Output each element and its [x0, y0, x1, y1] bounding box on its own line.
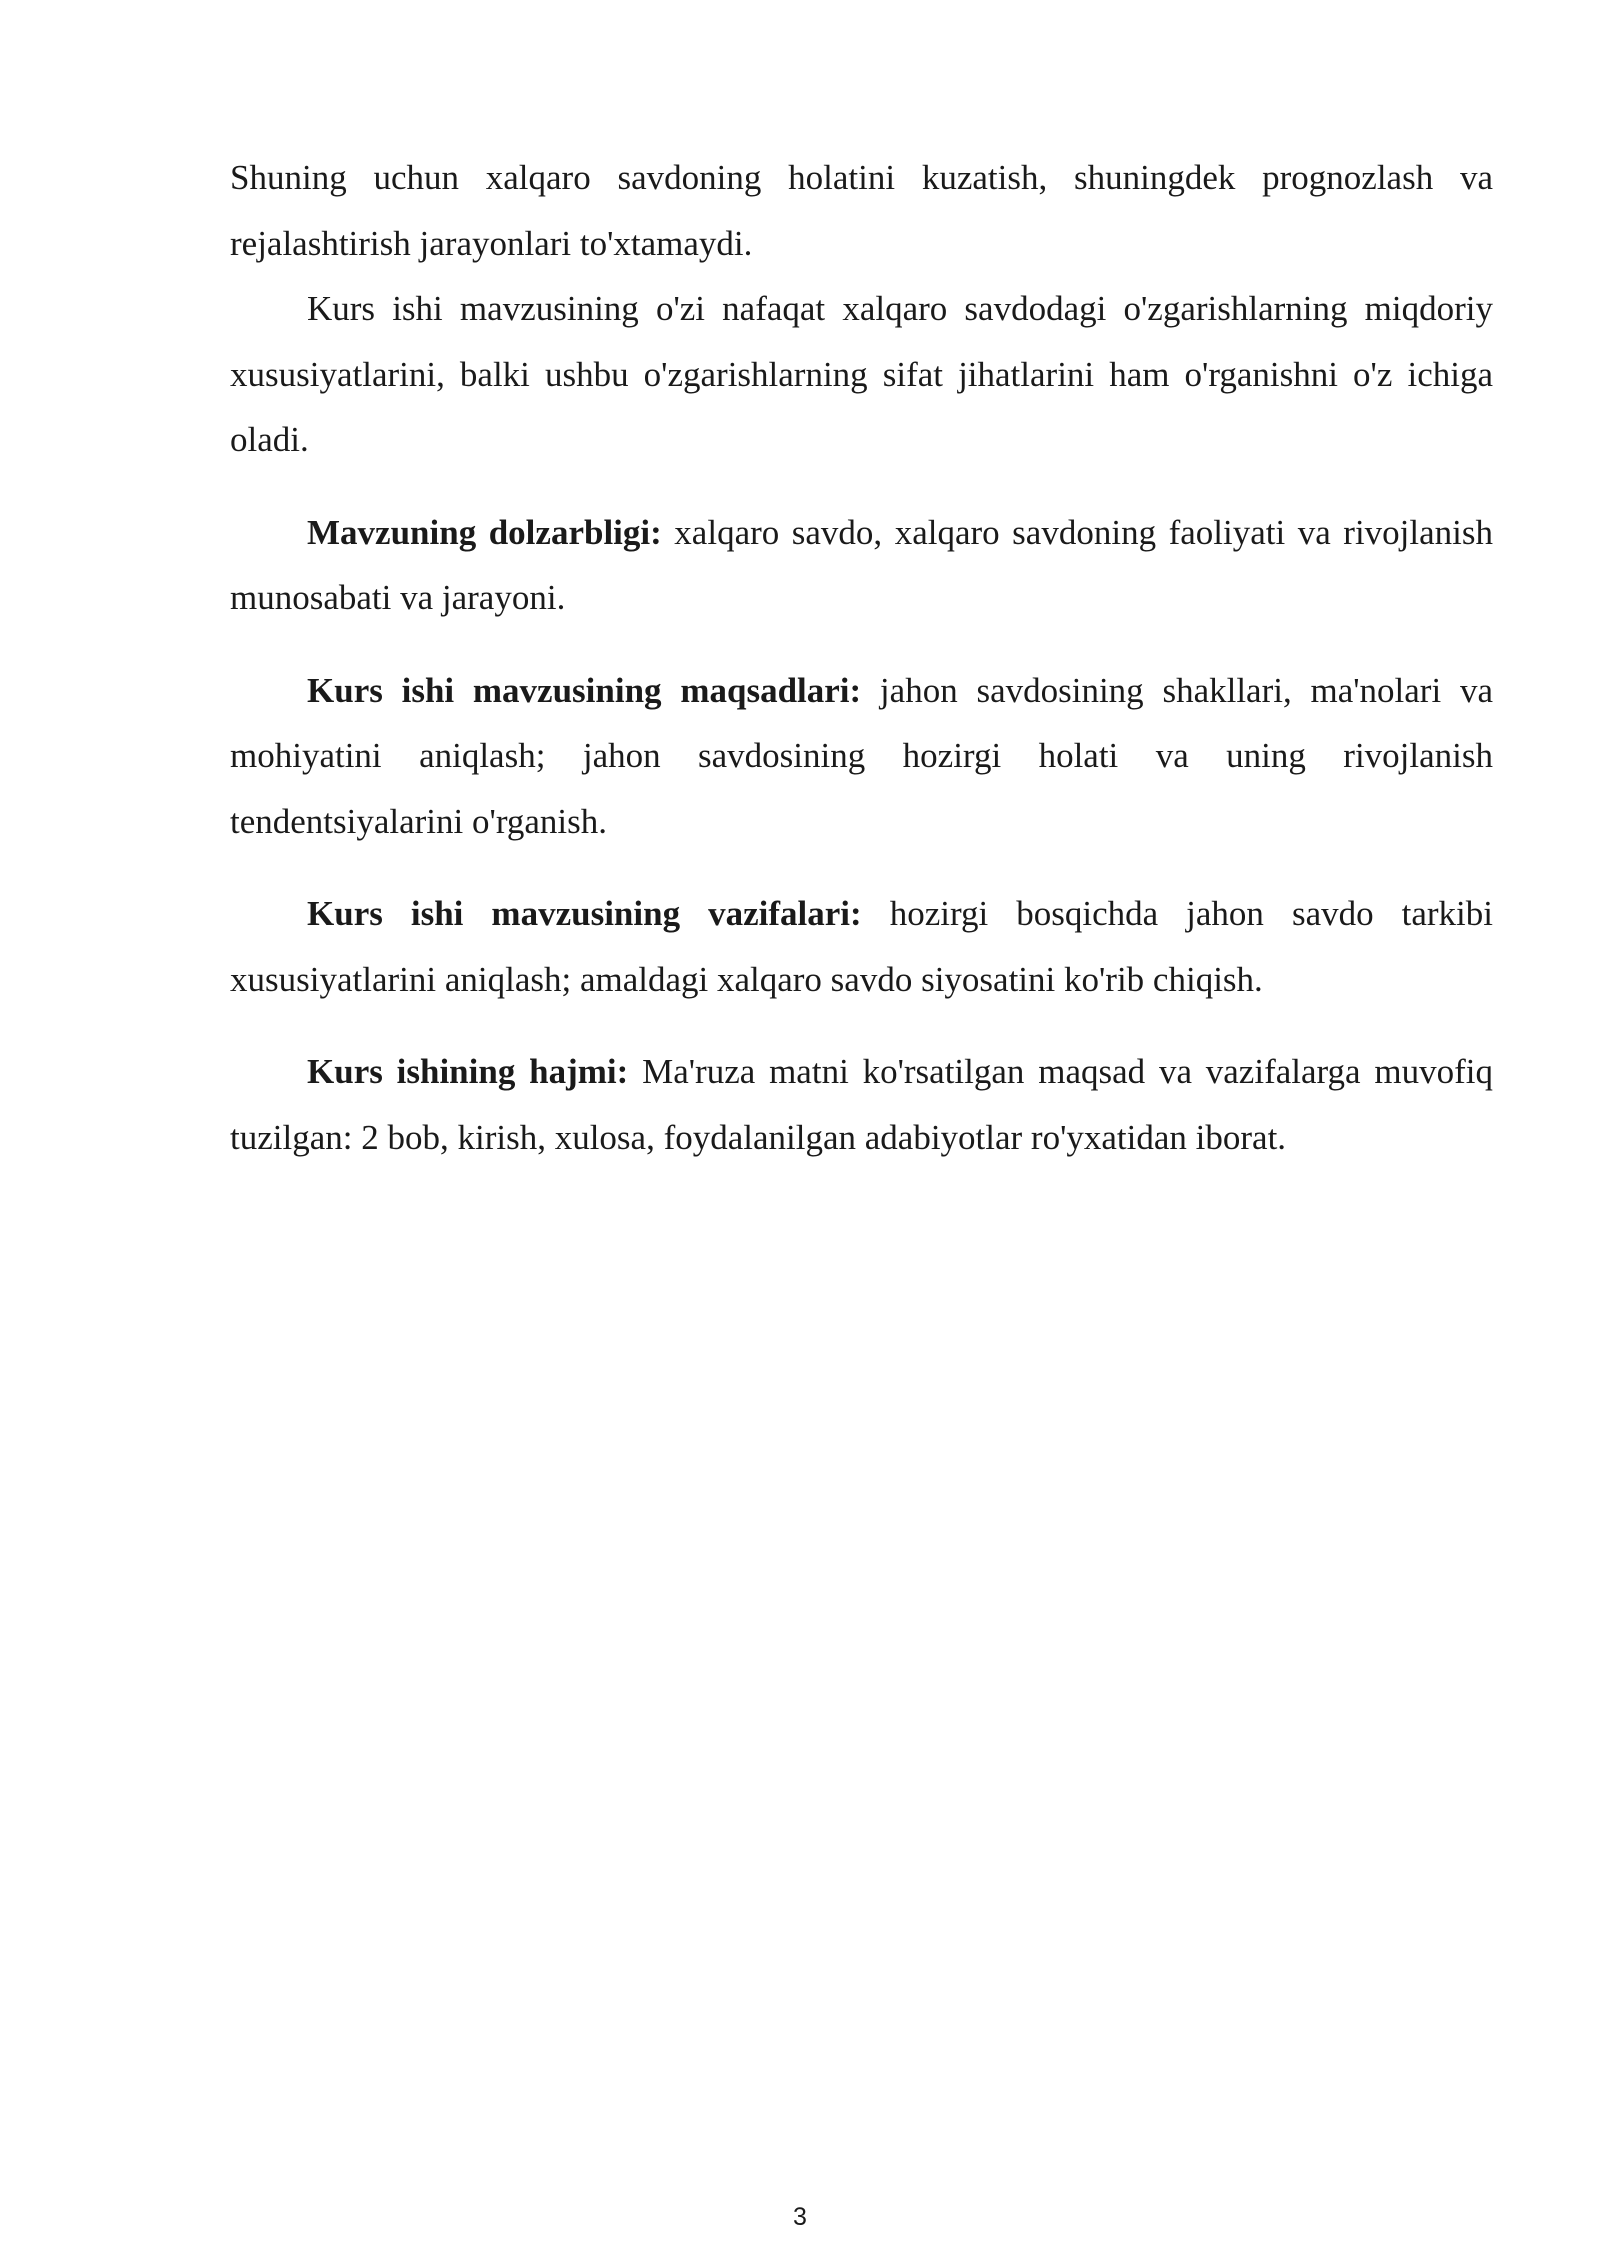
page-number: 3: [793, 2203, 807, 2231]
paragraph-heading: Mavzuning dolzarbligi:: [307, 512, 662, 552]
paragraph-text: jahon savdosining shakllari, ma'nolari va mohiyatini aniqlash; jahon savdosining hozirgi holati va uning rivojlanish tendentsiyalarini o'rganish.: [230, 670, 1493, 841]
paragraph-intro-continuation: [230, 145, 1493, 276]
paragraph-heading: Kurs ishi mavzusining maqsadlari:: [307, 670, 862, 710]
paragraph-volume: [230, 1039, 1493, 1170]
paragraph-course-topic: [230, 276, 1493, 473]
page-body: [230, 145, 1493, 1170]
paragraph-text: hozirgi bosqichda jahon savdo tarkibi xususiyatlarini aniqlash; amaldagi xalqaro savdo siyosatini ko'rib chiqish.: [230, 894, 1493, 999]
paragraph-text: Ma'ruza matni ko'rsatilgan maqsad va vazifalarga muvofiq tuzilgan: 2 bob, kirish, xulosa, foydalanilgan adabiyotlar ro'yxatidan iborat.: [230, 1052, 1493, 1157]
paragraph-text: Kurs ishi mavzusining o'zi nafaqat xalqaro savdodagi o'zgarishlarning miqdoriy xususiyatlarini, balki ushbu o'zgarishlarning sifat jihatlarini ham o'rganishni o'z ichiga oladi.: [230, 289, 1493, 459]
paragraph-heading: Kurs ishining hajmi:: [307, 1052, 629, 1091]
paragraph-goals: [230, 658, 1493, 855]
paragraph-tasks: [230, 881, 1493, 1012]
paragraph-text: xalqaro savdo, xalqaro savdoning faoliyati va rivojlanish munosabati va jarayoni.: [230, 512, 1494, 617]
paragraph-heading: Kurs ishi mavzusining vazifalari:: [307, 894, 862, 933]
paragraph-relevance: [230, 500, 1493, 631]
paragraph-text: Shuning uchun xalqaro savdoning holatini kuzatish, shuningdek prognozlash va rejalashtirish jarayonlari to'xtamaydi.: [230, 158, 1493, 263]
